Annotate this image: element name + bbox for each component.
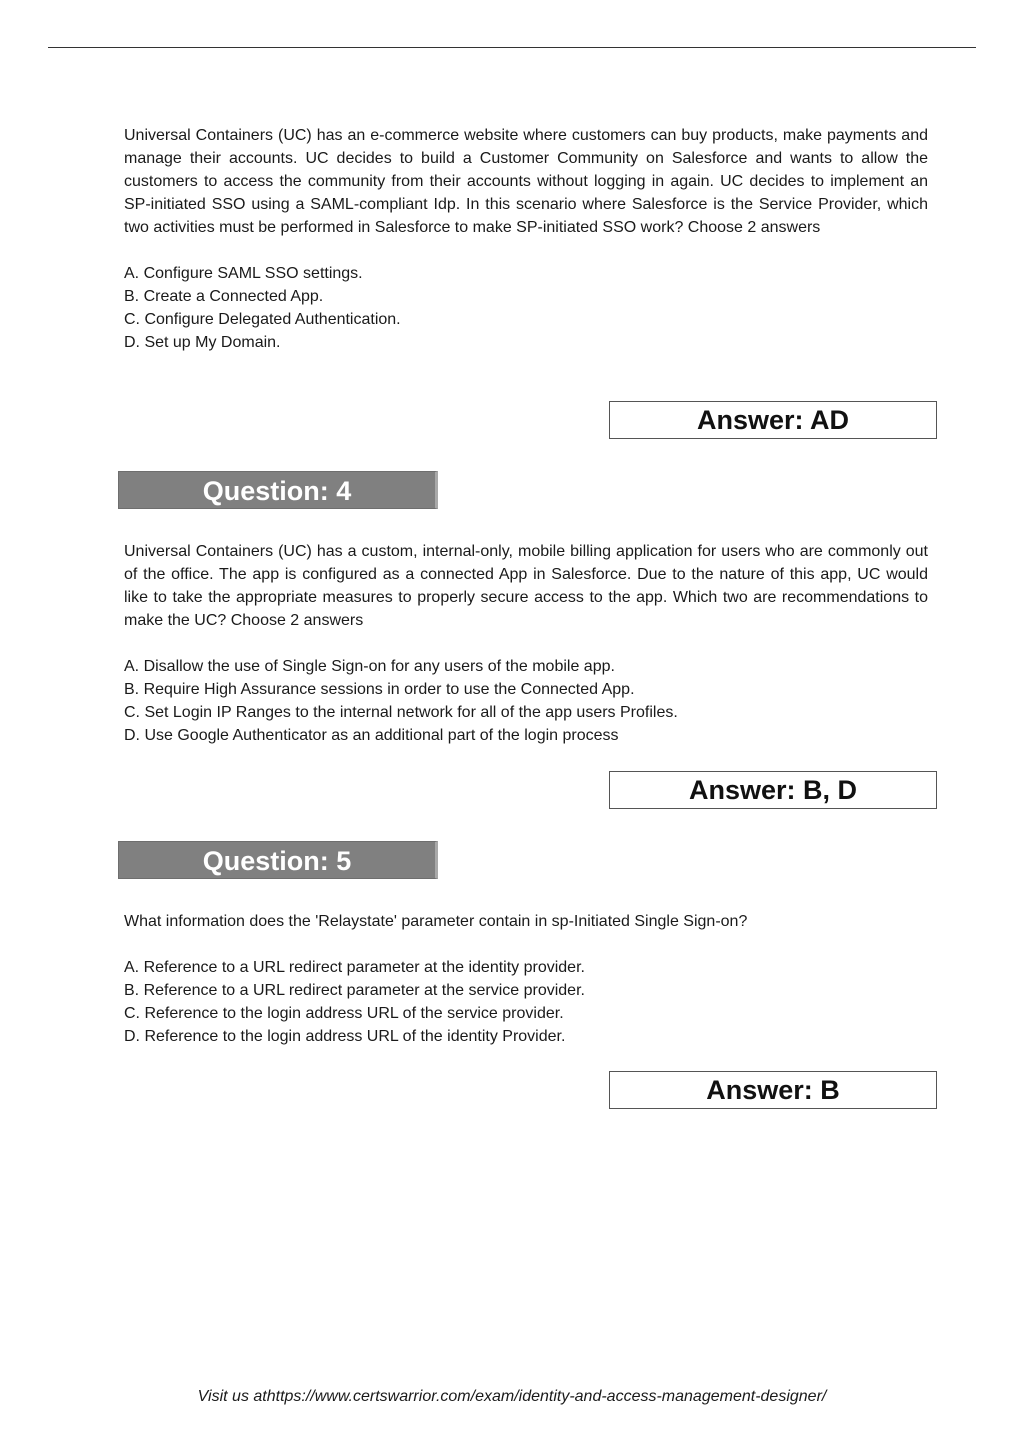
option-c: C. Set Login IP Ranges to the internal network for all of the app users Profiles. xyxy=(124,704,678,721)
option-d: D. Use Google Authenticator as an additional part of the login process xyxy=(124,727,619,744)
option-c: C. Configure Delegated Authentication. xyxy=(124,311,401,328)
question-4-text: Universal Containers (UC) has a custom, internal-only, mobile billing application for users who are commonly out of the office. The app is configured as a connected App in Salesforce. Due to the nature of this app, UC would like to take the appropriate measures to properly secure access to the app. Which two are recommendations to make the UC? Choose 2 answers xyxy=(124,543,928,629)
question-4-header: Question: 4 xyxy=(118,471,438,509)
option-d: D. Set up My Domain. xyxy=(124,334,281,351)
option-c: C. Reference to the login address URL of the service provider. xyxy=(124,1005,564,1022)
question-3-block xyxy=(124,124,928,354)
option-b: B. Reference to a URL redirect parameter at the service provider. xyxy=(124,982,585,999)
question-4-options xyxy=(124,655,928,747)
question-5-header: Question: 5 xyxy=(118,841,438,879)
question-3-options xyxy=(124,262,928,354)
option-a: A. Configure SAML SSO settings. xyxy=(124,265,363,282)
answer-box-question-4: Answer: B, D xyxy=(609,771,937,809)
option-a: A. Disallow the use of Single Sign-on for any users of the mobile app. xyxy=(124,658,615,675)
option-b: B. Require High Assurance sessions in order to use the Connected App. xyxy=(124,681,635,698)
option-b: B. Create a Connected App. xyxy=(124,288,324,305)
answer-box-question-3: Answer: AD xyxy=(609,401,937,439)
answer-box-question-5: Answer: B xyxy=(609,1071,937,1109)
option-a: A. Reference to a URL redirect parameter at the identity provider. xyxy=(124,959,585,976)
question-5-options xyxy=(124,956,928,1048)
question-5-text: What information does the 'Relaystate' parameter contain in sp-Initiated Single Sign-on? xyxy=(124,913,748,930)
header-divider xyxy=(48,47,976,48)
option-d: D. Reference to the login address URL of the identity Provider. xyxy=(124,1028,566,1045)
question-3-text: Universal Containers (UC) has an e-commerce website where customers can buy products, make payments and manage their accounts. UC decides to build a Customer Community on Salesforce and wants to allow the customers to access the community from their accounts without logging in again. UC decides to implement an SP-initiated SSO using a SAML-compliant Idp. In this scenario where Salesforce is the Service Provider, which two activities must be performed in Salesforce to make SP-initiated SSO work? Choose 2 answers xyxy=(124,127,928,236)
footer-link-text[interactable]: Visit us athttps://www.certswarrior.com/exam/identity-and-access-management-designer/ xyxy=(197,1388,827,1405)
question-5-block xyxy=(124,910,928,1048)
question-4-block xyxy=(124,540,928,747)
